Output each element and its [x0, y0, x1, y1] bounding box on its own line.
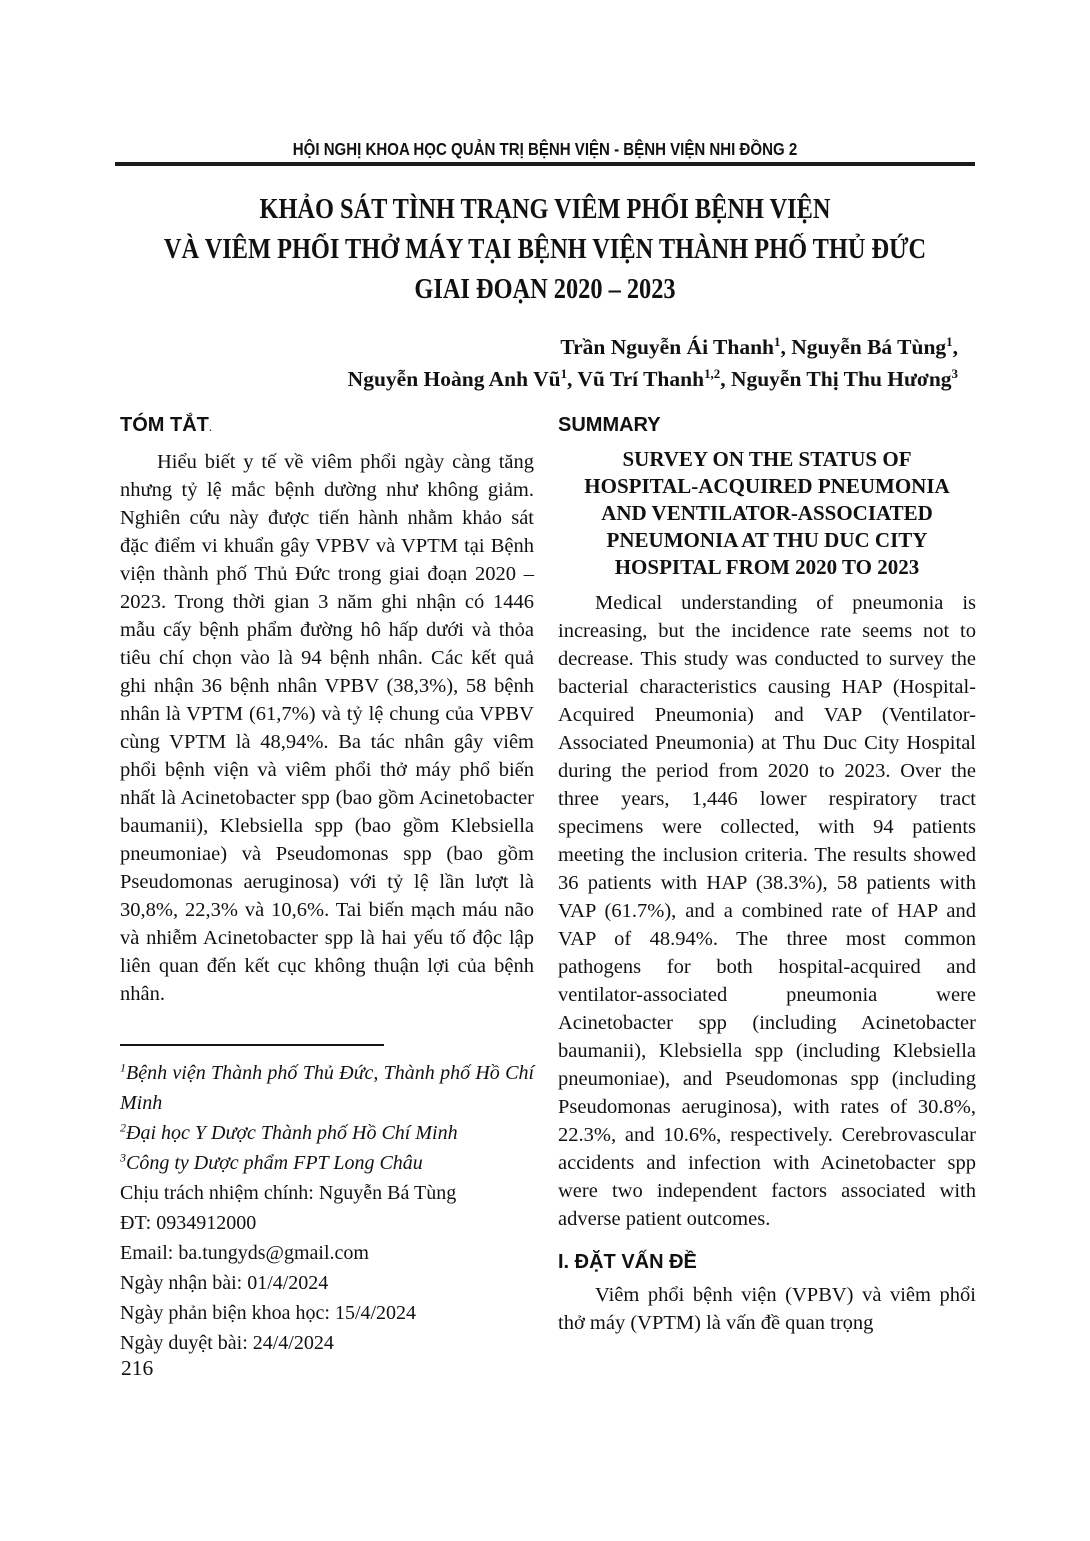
english-title-line: HOSPITAL-ACQUIRED PNEUMONIA — [584, 474, 950, 498]
header-rule — [115, 162, 975, 166]
author-list — [250, 331, 958, 395]
english-title-line: AND VENTILATOR-ASSOCIATED — [601, 501, 933, 525]
affiliation-line: $^3$Công ty Dược phẩm FPT Long Châu — [120, 1150, 423, 1174]
article-title-line: GIAI ĐOẠN 2020 – 2023 — [414, 274, 676, 305]
footnote-block — [120, 1044, 534, 1358]
introduction-heading: I. ĐẶT VẤN ĐỀ — [558, 1251, 697, 1273]
received-date-line: Ngày nhận bài: 01/4/2024 — [120, 1272, 329, 1294]
english-title-line: PNEUMONIA AT THU DUC CITY — [606, 528, 928, 552]
summary-heading: SUMMARY — [558, 414, 661, 436]
abstract-vi-heading — [120, 412, 534, 440]
english-title-line: HOSPITAL FROM 2020 TO 2023 — [614, 555, 920, 579]
review-date-line: Ngày phản biện khoa học: 15/4/2024 — [120, 1302, 417, 1324]
accepted-date-line: Ngày duyệt bài: 24/4/2024 — [120, 1332, 334, 1354]
conference-header: HỘI NGHỊ KHOA HỌC QUẢN TRỊ BỆNH VIỆN - BỆNH VIỆN NHI ĐỒNG 2 — [292, 139, 798, 159]
introduction-body: Viêm phổi bệnh viện (VPBV) và viêm phổi thở máy (VPTM) là vấn đề quan trọng — [558, 1284, 976, 1334]
article-title-line: VÀ VIÊM PHỔI THỞ MÁY TẠI BỆNH VIỆN THÀNH PHỐ THỦ ĐỨC — [163, 234, 927, 265]
page-number: 216 — [121, 1356, 154, 1380]
phone-line: ĐT: 0934912000 — [120, 1212, 257, 1234]
affiliation-line: $^1$Bệnh viện Thành phố Thủ Đức, Thành phố Hồ Chí Minh — [120, 1060, 534, 1114]
affiliation-line: $^2$Đại học Y Dược Thành phố Hồ Chí Minh — [120, 1120, 458, 1144]
email-line: Email: ba.tungyds@gmail.com — [120, 1242, 369, 1264]
abstract-english-column — [558, 412, 976, 1337]
english-title-line: SURVEY ON THE STATUS OF — [622, 447, 912, 471]
abstract-en-body: Medical understanding of pneumonia is increasing, but the incidence rate seems not to decrease. This study was conducted to survey the bacterial characteristics causing HAP (Hospital-Acquired Pneumonia) and VAP (Ventilator-Associated Pneumonia) at Thu Duc City Hospital during the period from 2020 to 2023. Over the three years, 1,446 lower respiratory tract specimens were collected, with 94 patients meeting the inclusion criteria. The results showed 36 patients with HAP (38.3%), 58 patients with VAP (61.7%), and a combined rate of HAP and VAP of 48.94%. The three most common pathogens for both hospital-acquired and ventilator-associated pneumonia were Acinetobacter spp (including Acinetobacter baumanii), Klebsiella spp (including Klebsiella pneumoniae), and Pseudomonas spp (including Pseudomonas aeruginosa), with rates of 30.8%, 22.3%, and 10.6%, respectively. Cerebrovascular accidents and infection with Acinetobacter spp were two independent factors associated with adverse patient outcomes. — [558, 592, 976, 1230]
article-title — [0, 190, 1090, 310]
footnote-rule — [120, 1044, 384, 1046]
abstract-vietnamese-column — [120, 412, 534, 1008]
abstract-vi-heading-label: TÓM TẮT — [120, 414, 209, 436]
abstract-vi-heading-dot: . — [208, 419, 213, 434]
english-title — [558, 446, 976, 581]
author-line: Nguyễn Hoàng Anh $Vũ^1$, Vũ Trí Thanh$^{1,2}$, Nguyễn Thị Thu Hương$^3$ — [347, 366, 958, 391]
corresponding-author-line: Chịu trách nhiệm chính: Nguyễn Bá Tùng — [120, 1182, 457, 1204]
article-title-line: KHẢO SÁT TÌNH TRẠNG VIÊM PHỔI BỆNH VIỆN — [259, 194, 831, 225]
author-line: Trần Nguyễn Ái Thanh$^1$, Nguyễn Bá Tùng$^1$, — [560, 334, 958, 359]
abstract-vi-body: Hiểu biết y tế về viêm phổi ngày càng tăng nhưng tỷ lệ mắc bệnh dường như không giảm. Nghiên cứu này được tiến hành nhằm khảo sát đặc điểm vi khuẩn gây VPBV và VPTM tại Bệnh viện thành phố Thủ Đức trong giai đoạn 2020 – 2023. Trong thời gian 3 năm ghi nhận có 1446 mẫu cấy bệnh phẩm đường hô hấp dưới và thỏa tiêu chí chọn vào là 94 bệnh nhân. Các kết quả ghi nhận 36 bệnh nhân VPBV (38,3%), 58 bệnh nhân là VPTM (61,7%) và tỷ lệ chung của VPBV cùng VPTM là 48,94%. Ba tác nhân gây viêm phổi bệnh viện và viêm phổi thở máy phổ biến nhất là Acinetobacter spp (bao gồm Acinetobacter baumanii), Klebsiella spp (bao gồm Klebsiella pneumoniae) và Pseudomonas spp (bao gồm Pseudomonas aeruginosa) với tỷ lệ lần lượt là 30,8%, 22,3% và 10,6%. Tai biến mạch máu não và nhiễm Acinetobacter spp là hai yếu tố độc lập liên quan đến kết cục không thuận lợi của bệnh nhân. — [120, 451, 534, 1005]
